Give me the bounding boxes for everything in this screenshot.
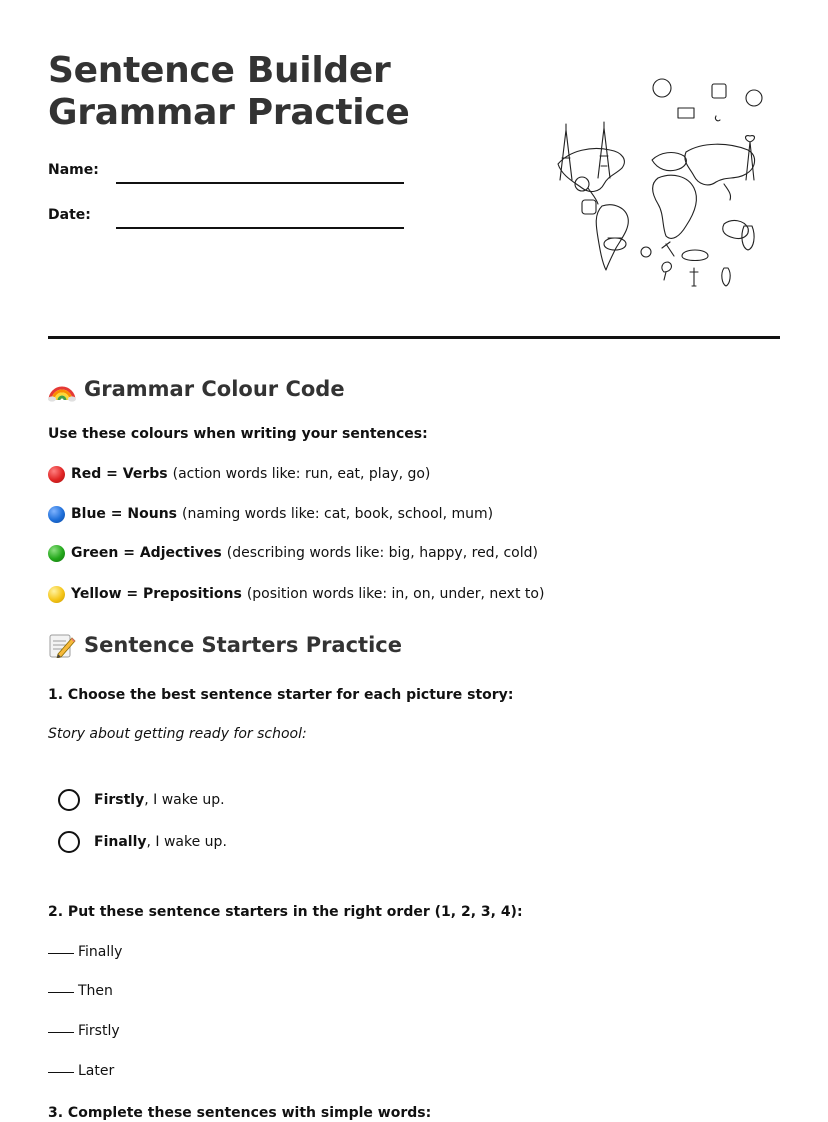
sentence-starters-heading (48, 632, 402, 658)
order-blank[interactable] (48, 1032, 74, 1033)
question-3: 3. Complete these sentences with simple words: (48, 1105, 432, 1121)
order-item[interactable] (48, 1061, 114, 1081)
colour-code-heading-text: Grammar Colour Code (84, 377, 345, 401)
code-key: Blue = Nouns (71, 506, 178, 522)
name-write-line[interactable] (116, 182, 404, 184)
radio-circle[interactable] (58, 789, 80, 811)
name-field[interactable] (48, 158, 408, 188)
colour-code-item-blue (48, 504, 493, 524)
option-rest: , I wake up. (146, 834, 227, 850)
radio-option-label (94, 790, 225, 810)
code-key: Red = Verbs (71, 466, 168, 482)
order-item[interactable] (48, 1021, 120, 1041)
memo-pencil-icon (48, 632, 76, 658)
red-dot-icon (48, 466, 65, 483)
question-1: 1. Choose the best sentence starter for each picture story: (48, 687, 514, 703)
code-key: Green = Adjectives (71, 545, 222, 561)
order-item-label: Finally (78, 944, 123, 960)
order-item-label: Later (78, 1063, 115, 1079)
rainbow-icon (48, 376, 76, 402)
colour-code-instruction: Use these colours when writing your sentences: (48, 426, 428, 442)
colour-code-item-red (48, 464, 430, 484)
order-item[interactable] (48, 942, 122, 962)
option-bold: Finally (94, 834, 147, 850)
order-blank[interactable] (48, 1072, 74, 1073)
option-rest: , I wake up. (144, 792, 225, 808)
green-dot-icon (48, 545, 65, 562)
page-title (48, 50, 409, 134)
question-1-story: Story about getting ready for school: (48, 726, 307, 742)
code-key: Yellow = Prepositions (71, 586, 242, 602)
code-desc: (action words like: run, eat, play, go) (172, 466, 431, 482)
order-item-label: Then (78, 983, 113, 999)
world-map-landmarks-illustration (518, 76, 763, 292)
code-desc: (describing words like: big, happy, red, cold) (226, 545, 538, 561)
colour-code-item-yellow (48, 584, 544, 604)
code-desc: (naming words like: cat, book, school, mum) (182, 506, 494, 522)
option-bold: Firstly (94, 792, 145, 808)
order-blank[interactable] (48, 953, 74, 954)
question-2: 2. Put these sentence starters in the right order (1, 2, 3, 4): (48, 904, 523, 920)
code-desc: (position words like: in, on, under, next to) (246, 586, 545, 602)
date-label: Date: (48, 207, 91, 223)
order-item[interactable] (48, 981, 113, 1001)
yellow-dot-icon (48, 586, 65, 603)
order-blank[interactable] (48, 992, 74, 993)
blue-dot-icon (48, 506, 65, 523)
radio-option-finally[interactable] (58, 831, 227, 853)
radio-option-label (94, 832, 227, 852)
date-write-line[interactable] (116, 227, 404, 229)
colour-code-heading (48, 376, 345, 402)
sentence-starters-heading-text: Sentence Starters Practice (84, 633, 402, 657)
order-item-label: Firstly (78, 1023, 120, 1039)
title-line-1: Sentence Builder (48, 50, 391, 91)
title-line-2: Grammar Practice (48, 92, 410, 133)
radio-circle[interactable] (58, 831, 80, 853)
name-label: Name: (48, 162, 99, 178)
date-field[interactable] (48, 203, 408, 233)
radio-option-firstly[interactable] (58, 789, 225, 811)
colour-code-item-green (48, 543, 538, 563)
header-divider (48, 336, 780, 339)
